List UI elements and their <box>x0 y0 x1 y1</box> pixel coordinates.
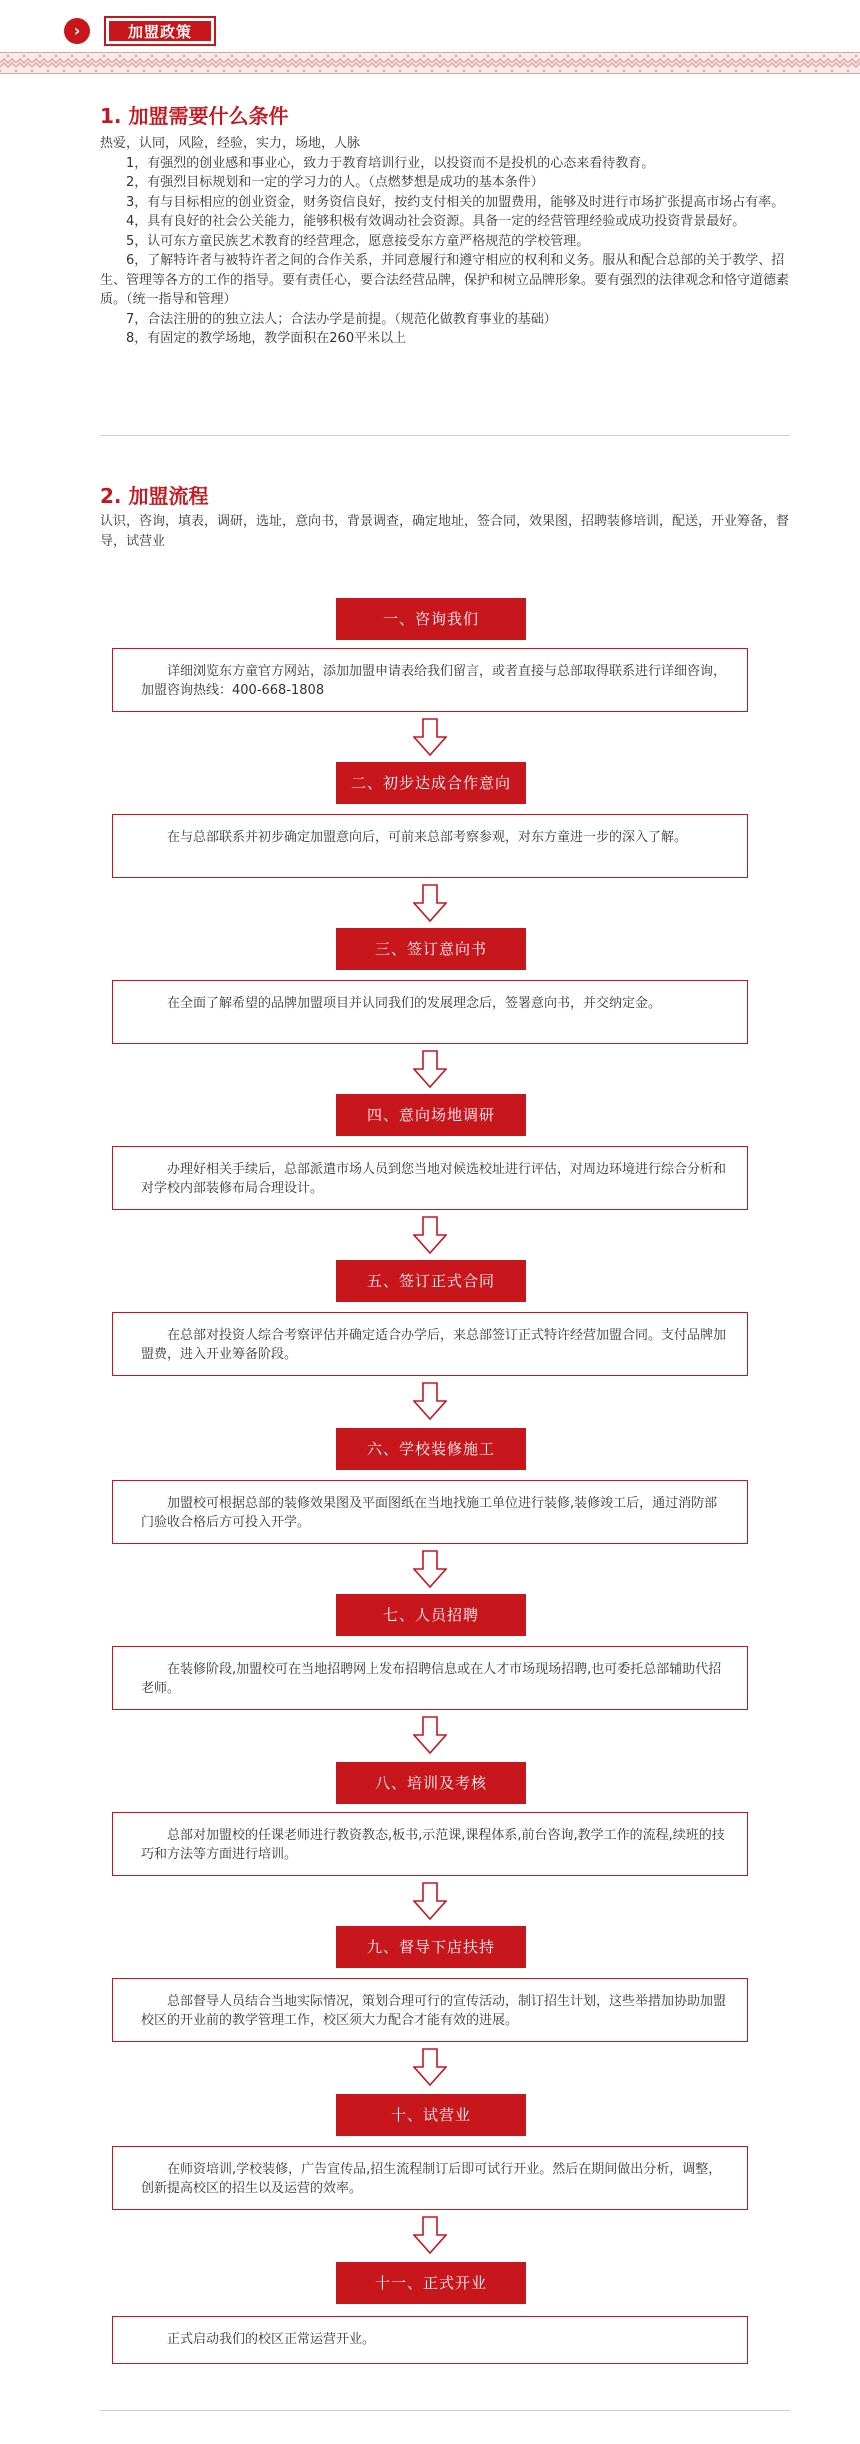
arrow-down-icon <box>413 1050 447 1088</box>
step-title: 五、签订正式合同 <box>336 1260 526 1302</box>
step-text: 正式启动我们的校区正常运营开业。 <box>167 2332 376 2347</box>
step-title: 四、意向场地调研 <box>336 1094 526 1136</box>
conditions-text <box>100 134 790 349</box>
step-title: 六、学校装修施工 <box>336 1428 526 1470</box>
step-description <box>112 2316 748 2364</box>
conditions-line: 6，了解特许者与被特许者之间的合作关系，并同意履行和遵守相应的权利和义务。服从和配合总部的关于教学、招生、管理等各方的工作的指导。要有责任心，要合法经营品牌，保护和树立品牌形象。要有强烈的法律观念和恪守道德素质。（统一指导和管理） <box>100 253 790 307</box>
arrow-down-icon <box>413 1716 447 1754</box>
step-description <box>112 1146 748 1210</box>
step-text: 在与总部联系并初步确定加盟意向后，可前来总部考察参观，对东方童进一步的深入了解。 <box>167 830 688 845</box>
page-header <box>0 0 860 80</box>
step-title: 三、签订意向书 <box>336 928 526 970</box>
step-title: 十、试营业 <box>336 2094 526 2136</box>
step-description <box>112 2146 748 2210</box>
conditions-line: 7，合法注册的的独立法人；合法办学是前提。（规范化做教育事业的基础） <box>126 311 557 327</box>
arrow-down-icon <box>413 1216 447 1254</box>
step-text: 在装修阶段,加盟校可在当地招聘网上发布招聘信息或在人才市场现场招聘,也可委托总部辅助代招老师。 <box>141 1662 722 1696</box>
step-description <box>112 1312 748 1376</box>
step-text: 总部对加盟校的任课老师进行教资教态,板书,示范课,课程体系,前台咨询,教学工作的流程,续班的技巧和方法等方面进行培训。 <box>141 1828 725 1862</box>
conditions-line: 2，有强烈目标规划和一定的学习力的人。（点燃梦想是成功的基本条件） <box>126 175 544 190</box>
step-title: 十一、正式开业 <box>336 2262 526 2304</box>
chevron-right-icon: › <box>64 18 90 44</box>
conditions-line: 4，具有良好的社会公关能力，能够积极有效调动社会资源。具备一定的经营管理经验或成功投资背景最好。 <box>126 214 746 229</box>
arrow-down-icon <box>413 1882 447 1920</box>
step-text: 在总部对投资人综合考察评估并确定适合办学后，来总部签订正式特许经营加盟合同。支付品牌加盟费，进入开业筹备阶段。 <box>141 1328 727 1362</box>
conditions-line: 1，有强烈的创业感和事业心，致力于教育培训行业，以投资而不是投机的心态来看待教育。 <box>126 155 655 171</box>
arrow-down-icon <box>413 1382 447 1420</box>
step-title: 八、培训及考核 <box>336 1762 526 1804</box>
step-description <box>112 1480 748 1544</box>
step-title: 九、督导下店扶持 <box>336 1926 526 1968</box>
step-title: 七、人员招聘 <box>336 1594 526 1636</box>
process-summary: 认识，咨询，填表，调研，选址，意向书，背景调查，确定地址，签合同，效果图，招聘装修培训，配送，开业筹备，督导，试营业 <box>100 514 790 549</box>
step-text: 办理好相关手续后，总部派遣市场人员到您当地对候选校址进行评估，对周边环境进行综合分析和对学校内部装修布局合理设计。 <box>141 1162 727 1196</box>
step-title: 一、咨询我们 <box>336 598 526 640</box>
conditions-title: 1. 加盟需要什么条件 <box>100 104 289 128</box>
step-text: 在全面了解希望的品牌加盟项目并认同我们的发展理念后，签署意向书，并交纳定金。 <box>167 996 662 1011</box>
arrow-down-icon <box>413 1550 447 1588</box>
arrow-down-icon <box>413 884 447 922</box>
step-description <box>112 980 748 1044</box>
footer-divider <box>100 2410 790 2411</box>
section-divider <box>100 435 790 436</box>
step-text: 在师资培训,学校装修，广告宣传品,招生流程制订后即可试行开业。然后在期间做出分析，调整，创新提高校区的招生以及运营的效率。 <box>141 2162 722 2196</box>
section-badge-label: 加盟政策 <box>109 21 211 41</box>
step-title: 二、初步达成合作意向 <box>336 762 526 804</box>
conditions-line: 5，认可东方童民族艺术教育的经营理念，愿意接受东方童严格规范的学校管理。 <box>126 233 590 249</box>
arrow-down-icon <box>413 2216 447 2254</box>
step-text: 加盟校可根据总部的装修效果图及平面图纸在当地找施工单位进行装修,装修竣工后，通过消防部门验收合格后方可投入开学。 <box>141 1496 718 1530</box>
step-description <box>112 1978 748 2042</box>
step-description <box>112 1812 748 1876</box>
conditions-line: 3，有与目标相应的创业资金，财务资信良好，按约支付相关的加盟费用，能够及时进行市场扩张提高市场占有率。 <box>126 194 785 210</box>
decorative-pattern-band <box>0 52 860 74</box>
conditions-line: 热爱，认同，风险，经验，实力，场地，人脉 <box>100 136 361 151</box>
arrow-down-icon <box>413 718 447 756</box>
process-title: 2. 加盟流程 <box>100 484 209 508</box>
step-text: 详细浏览东方童官方网站，添加加盟申请表给我们留言，或者直接与总部取得联系进行详细咨询，加盟咨询热线：400-668-1808 <box>141 664 727 698</box>
step-description <box>112 814 748 878</box>
arrow-down-icon <box>413 2048 447 2086</box>
section-badge <box>104 16 216 46</box>
step-description <box>112 648 748 712</box>
conditions-line: 8，有固定的教学场地，教学面积在260平米以上 <box>126 331 407 346</box>
step-text: 总部督导人员结合当地实际情况，策划合理可行的宣传活动，制订招生计划，这些举措加协助加盟校区的开业前的教学管理工作，校区须大力配合才能有效的进展。 <box>141 1994 727 2028</box>
step-description <box>112 1646 748 1710</box>
